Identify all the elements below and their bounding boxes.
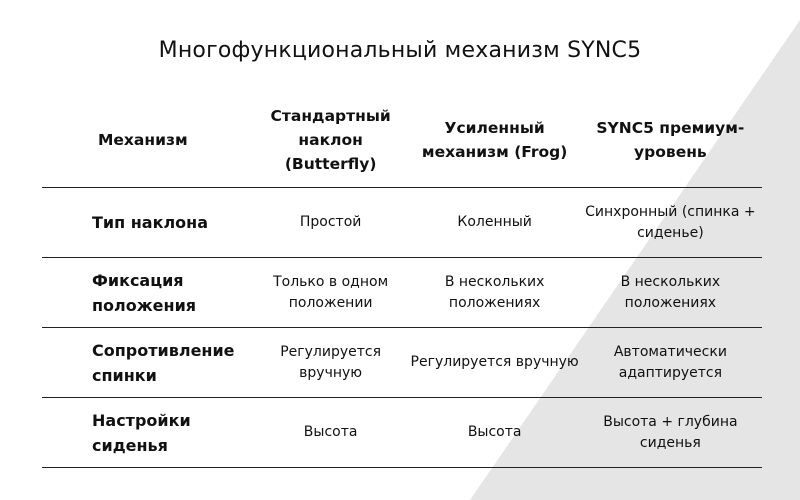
row-label: Сопротивление спинки (92, 340, 235, 385)
table-row (42, 188, 762, 258)
table-row (42, 328, 762, 398)
table-cell: Простой (299, 214, 362, 230)
table-cell: В нескольких положениях (620, 273, 721, 311)
header-butterfly: Стандартный наклон (Butterfly) (270, 106, 391, 173)
table-cell: Высота + глубина сиденья (603, 413, 738, 451)
header-mechanism: Механизм (98, 130, 188, 149)
comparison-table (42, 92, 762, 468)
table-cell: Высота (303, 424, 358, 440)
table-row (42, 258, 762, 328)
header-frog: Усиленный механизм (Frog) (421, 118, 568, 161)
table-header-row (42, 92, 762, 188)
row-label: Фиксация положения (92, 270, 197, 315)
table-cell: Автоматически адаптируется (613, 343, 727, 381)
page-title: Многофункциональный механизм SYNC5 (158, 38, 642, 63)
row-label: Тип наклона (92, 213, 209, 232)
header-sync5: SYNC5 премиум-уровень (596, 118, 745, 161)
table-cell: Высота (467, 424, 522, 440)
table-cell: Только в одном положении (273, 273, 389, 311)
table-cell: Регулируется вручную (410, 354, 579, 370)
table-row (42, 398, 762, 468)
row-label: Настройки сиденья (92, 410, 191, 455)
table-cell: Коленный (457, 214, 532, 230)
table-cell: Синхронный (спинка + сиденье) (585, 203, 756, 241)
table-cell: В нескольких положениях (444, 273, 545, 311)
table-cell: Регулируется вручную (280, 343, 382, 381)
